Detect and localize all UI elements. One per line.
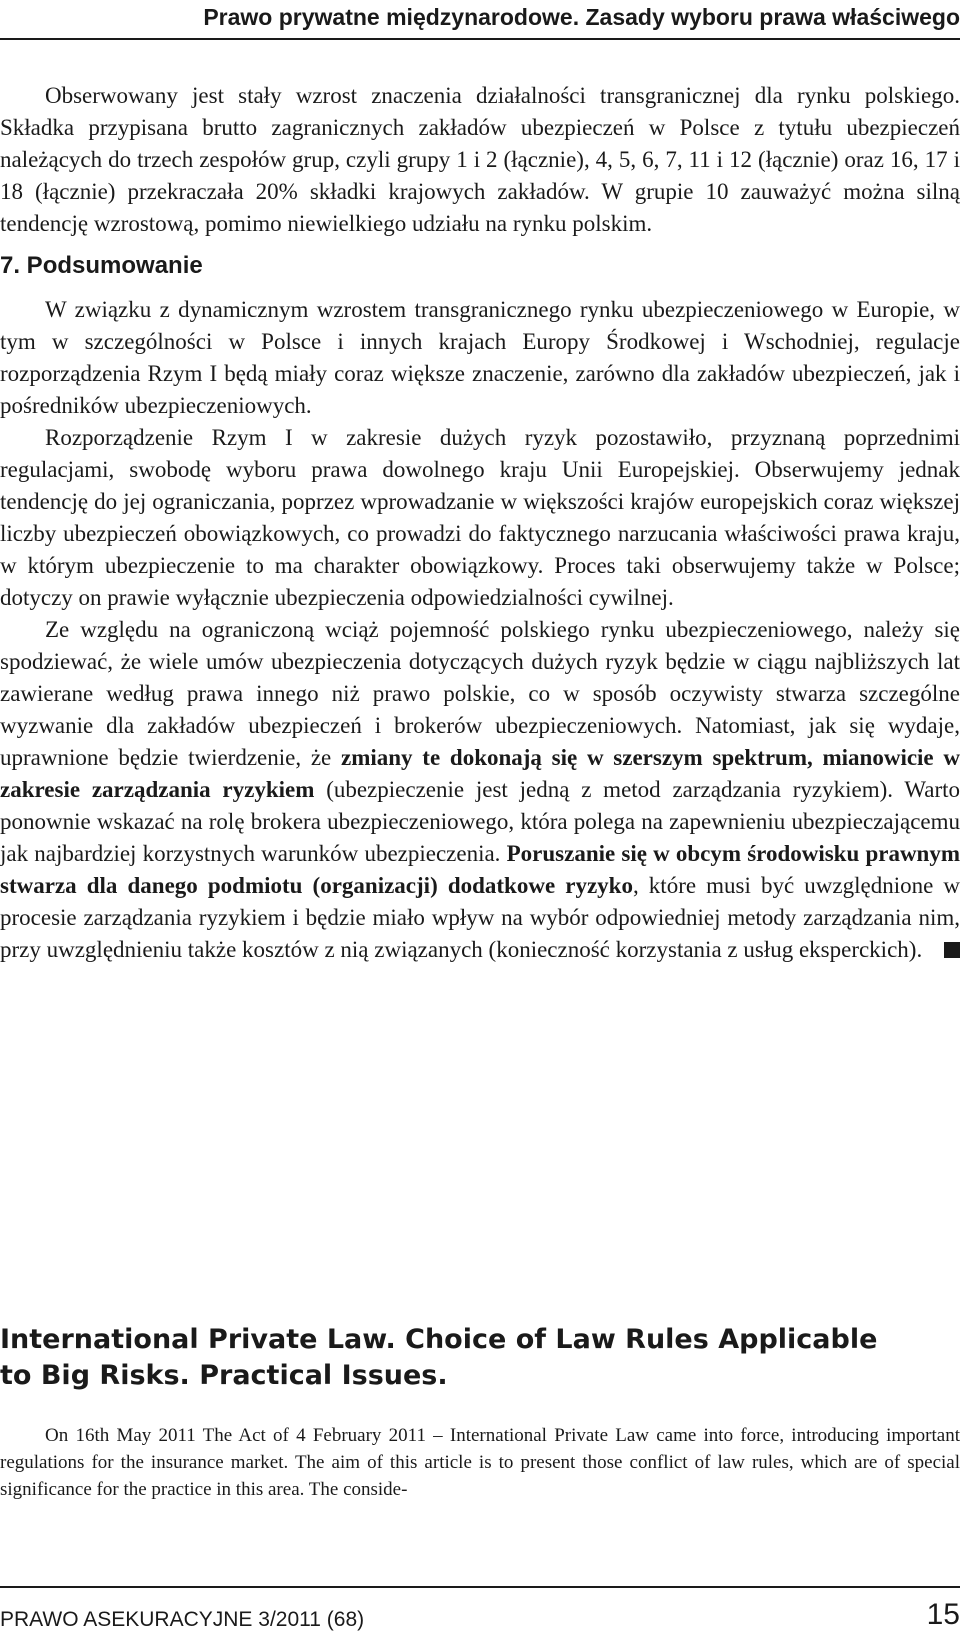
p3-text-c: (ubezpieczenie jest jedną z metod zarządzania ryzykiem). Warto ponownie wskazać na rolę brokera ubezpieczeniowego, która polega na zapewnieniu ubezpieczającemu jak najbardziej korzystnych warunków ubezpieczenia.	[0, 777, 960, 866]
p3-bold-1: zmiany te dokonają się w szerszym spektrum, mianowicie w zakresie zarządzania ryzykiem	[0, 745, 960, 802]
english-title	[0, 1322, 960, 1394]
english-title-line-2: to Big Risks. Practical Issues.	[0, 1360, 448, 1391]
paragraph-2: Rozporządzenie Rzym I w zakresie dużych ryzyk pozostawiło, przyznaną poprzednimi regulacjami, swobodę wyboru prawa dowolnego kraju Unii Europejskiej. Obserwujemy jednak tendencję do jej ograniczania, poprzez wprowadzanie w większości krajów europejskich coraz większej liczby ubezpieczeń obowiązkowych, co prowadzi do faktycznego narzucania właściwości prawa kraju, w którym ubezpieczenie to ma charakter obowiązkowy. Proces taki obserwujemy także w Polsce; dotyczy on prawie wyłącznie ubezpieczenia odpowiedzialności cywilnej.	[0, 425, 960, 610]
article-body	[0, 80, 960, 966]
p3-text-e: , które musi być uwzględnione w procesie zarządzania ryzykiem i będzie miało wpływ na wybór odpowiedniej metody zarządzania nim, przy uwzględnieniu także kosztów z nią związanych (konieczność korzystania z usług eksperckich).	[0, 873, 960, 962]
running-header	[0, 0, 960, 40]
page-footer	[0, 1586, 960, 1650]
p3-bold-2: Poruszanie się w obcym środowisku prawnym stwarza dla danego podmiotu (organizacji) dodatkowe ryzyko	[0, 841, 960, 898]
paragraph-1: W związku z dynamicznym wzrostem transgranicznego rynku ubezpieczeniowego w Europie, w tym w szczególności w Polsce i innych krajach Europy Środkowej i Wschodniej, regulacje rozporządzenia Rzym I będą miały coraz większe znaczenie, zarówno dla zakładów ubezpieczeń, jak i pośredników ubezpieczeniowych.	[0, 297, 960, 418]
page-number: 15	[926, 1598, 960, 1631]
journal-name: PRAWO ASEKURACYJNE 3/2011 (68)	[0, 1608, 365, 1631]
p3-text-a: Ze względu na ograniczoną wciąż pojemność polskiego rynku ubezpieczeniowego, należy się spodziewać, że wiele umów ubezpieczenia dotyczących dużych ryzyk będzie w ciągu najbliższych lat zawierane według prawa innego niż prawo polskie, co w sposób oczywisty stwarza szczególne wyzwanie dla zakładów ubezpieczeń i brokerów ubezpieczeniowych. Natomiast, jak się wydaje, uprawnione będzie twierdzenie, że	[0, 617, 960, 770]
section-heading: 7. Podsumowanie	[0, 252, 203, 279]
end-of-article-mark	[944, 942, 960, 958]
english-title-line-1: International Private Law. Choice of Law Rules Applicable	[0, 1324, 878, 1355]
intro-paragraph: Obserwowany jest stały wzrost znaczenia działalności transgranicznej dla rynku polskiego. Składka przypisana brutto zagranicznych zakładów ubezpieczeń w Polsce z tytułu ubezpieczeń należących do trzech zespołów grup, czyli grupy 1 i 2 (łącznie), 4, 5, 6, 7, 11 i 12 (łącznie) oraz 16, 17 i 18 (łącznie) przekraczała 20% składki krajowych zakładów. W grupie 10 zauważyć można silną tendencję wzrostową, pomimo niewielkiego udziału na rynku polskim.	[0, 83, 960, 236]
running-title: Prawo prywatne międzynarodowe. Zasady wyboru prawa właściwego	[203, 4, 960, 30]
paragraph-3	[0, 614, 960, 966]
english-abstract: On 16th May 2011 The Act of 4 February 2011 – International Private Law came into force, introducing important regulations for the insurance market. The aim of this article is to present those conflict of law rules, which are of special significance for the practice in this area. The conside-	[0, 1425, 960, 1500]
